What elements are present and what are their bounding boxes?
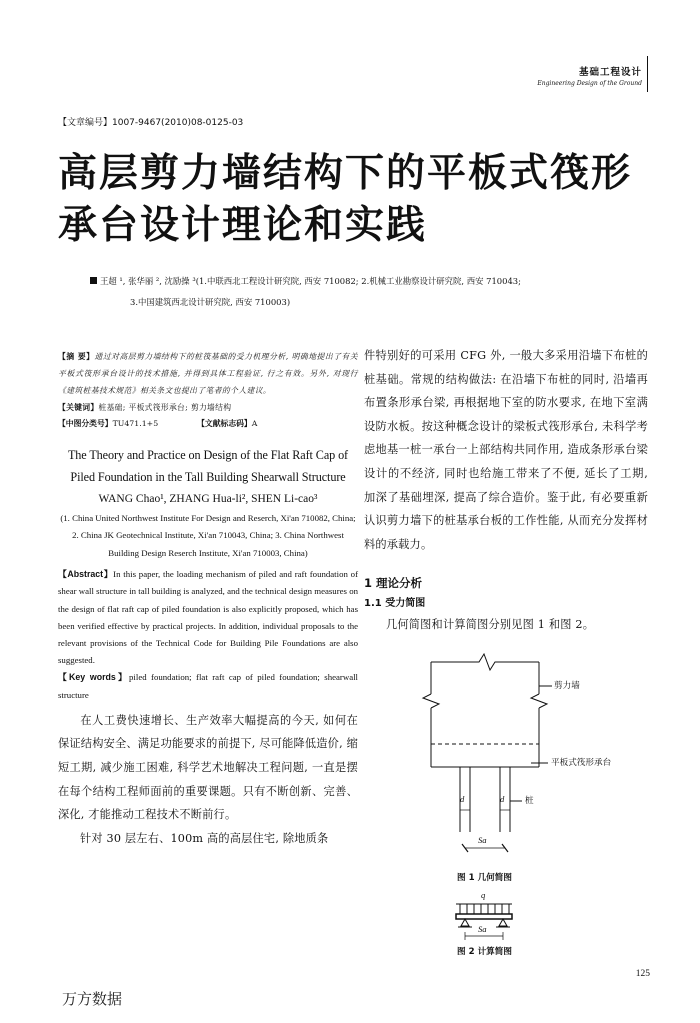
journal-name-cn: 基础工程设计 bbox=[578, 67, 642, 78]
body-paragraph-2: 针对 30 层左右、100m 高的高层住宅, 除地质条 bbox=[80, 831, 329, 845]
doc-code-label: 【文献标志码】 bbox=[197, 418, 252, 428]
calculation-diagram bbox=[364, 888, 654, 948]
english-authors: WANG Chao¹, ZHANG Hua-li², SHEN Li-cao³ bbox=[98, 492, 318, 505]
label-d-2: d bbox=[500, 794, 505, 804]
clc-label: 【中图分类号】 bbox=[58, 418, 113, 428]
right-column bbox=[364, 344, 648, 637]
body-paragraph-4: 几何简图和计算简图分别见图 1 和图 2。 bbox=[386, 618, 595, 632]
label-pile: 桩 bbox=[525, 796, 534, 806]
figure-2 bbox=[364, 888, 654, 968]
chinese-keywords bbox=[58, 400, 358, 416]
english-abstract-label: 【Abstract】 bbox=[58, 569, 114, 580]
label-shear-wall: 剪力墙 bbox=[554, 681, 580, 691]
article-number: 【文章编号】1007-9467(2010)08-0125-03 bbox=[58, 118, 244, 128]
title-line-1: 高层剪力墙结构下的平板式筏形 bbox=[58, 151, 633, 196]
left-column bbox=[58, 348, 358, 850]
author-block bbox=[90, 271, 650, 313]
label-d-1: d bbox=[460, 794, 465, 804]
authors-line-1: 王超 ¹, 张华丽 ², 沈励操 ³(1.中联西北工程设计研究院, 西安 710082; 2.机械工业勘察设计研究院, 西安 710043; bbox=[100, 276, 521, 286]
page-number: 125 bbox=[635, 969, 650, 979]
wall-right-break bbox=[531, 694, 547, 708]
keywords-label: 【关键词】 bbox=[58, 402, 99, 412]
label-raft-cap: 平板式筏形承台 bbox=[551, 758, 612, 768]
support-right bbox=[499, 919, 507, 926]
wall-left-break bbox=[423, 694, 439, 708]
section-heading-1: 1 理论分析 bbox=[364, 576, 423, 591]
doc-code-value: A bbox=[251, 418, 258, 428]
figure-1-caption: 图 1 几何简图 bbox=[457, 873, 512, 883]
body-paragraph-1: 在人工费快速增长、生产效率大幅提高的今天, 如何在保证结构安全、满足功能要求的前提下, 尽可能降低造价, 缩短工期, 减少施工困难, 科学艺术地解决工程问题, 一直是摆在每个结构工程师面前的重要课题。只有不断创新、完善、深化, 才能推动工程技术不断前行。 bbox=[58, 713, 358, 822]
beam bbox=[456, 914, 512, 919]
watermark: 万方数据 bbox=[62, 990, 123, 1008]
label-sa-fig1: Sa bbox=[478, 835, 487, 845]
header-rule bbox=[647, 56, 648, 92]
figure-2-caption: 图 2 计算简图 bbox=[457, 947, 512, 957]
clc-value: TU471.1+5 bbox=[112, 418, 159, 428]
title-line-2: 承台设计理论和实践 bbox=[58, 203, 428, 248]
abstract-text: 通过对高层剪力墙结构下的桩筏基础的受力机理分析, 明确地提出了有关平板式筏形承台设计的技术措施, 并得到具体工程验证, 行之有效。另外, 对现行《建筑桩基技术规范》相关条文也提出了笔者的个人建议。 bbox=[58, 352, 359, 396]
label-sa-fig2: Sa bbox=[478, 924, 487, 934]
classification-line bbox=[58, 416, 358, 432]
wall-top-break bbox=[431, 654, 539, 670]
chinese-abstract bbox=[58, 348, 358, 400]
support-left bbox=[461, 919, 469, 926]
author-marker-icon bbox=[90, 277, 97, 284]
english-keywords-text: piled foundation; flat raft cap of piled foundation; shearwall structure bbox=[58, 672, 358, 700]
english-abstract bbox=[58, 566, 358, 669]
english-title: The Theory and Practice on Design of the Flat Raft Cap of Piled Foundation in the Tall Building Shearwall Structure bbox=[67, 447, 349, 484]
english-abstract-text: In this paper, the loading mechanism of piled and raft foundation of shear wall structure in tall building is analyzed, and the technical design measures on the design of flat raft cap of piled foundation is also explicitly proposed, which has been verified effective by practical projects. In addition, individual proposals to the relevant provisions of the Technical Code for Building Pile Foundations are also suggested. bbox=[58, 569, 359, 666]
journal-name-en: Engineering Design of the Ground bbox=[537, 80, 642, 87]
english-keywords-label: 【Key words】 bbox=[58, 672, 130, 683]
english-keywords bbox=[58, 669, 358, 703]
authors-line-2: 3.中国建筑西北设计研究院, 西安 710003) bbox=[130, 297, 291, 307]
figure-1 bbox=[364, 652, 654, 892]
abstract-label: 【摘 要】 bbox=[58, 352, 95, 361]
page-title bbox=[58, 148, 658, 252]
running-head bbox=[537, 64, 642, 87]
body-paragraph-3: 件特别好的可采用 CFG 外, 一般大多采用沿墙下布桩的桩基础。常规的结构做法: 在沿墙下布桩的同时, 沿墙再布置条形承台梁, 再根据地下室的防水要求, 在地下室满设防水板。按这种概念设计的梁板式筏形承台, 未科学考虑地基一桩一承台一上部结构共同作用, 造成条形承台梁设计的不经济, 同时也给施工带来了不便, 延长了工期, 加深了基础埋深, 提高了综合造价。鉴于此, 有必要重新认识剪力墙下的桩基承台板的工作性能, 从而充分发挥材料的承载力。 bbox=[364, 349, 648, 551]
english-affiliations: (1. China United Northwest Institute For Design and Reserch, Xi'an 710082, China; 2. China JK Geotechnical Institute, Xi'an 710043, China; 3. China Northwest Building Design Reserch Institute, Xi'an 710003, China) bbox=[60, 512, 356, 558]
subsection-heading-1-1: 1.1 受力简图 bbox=[364, 598, 426, 610]
label-q: q bbox=[481, 890, 486, 900]
keywords-text: 桩基础; 平板式筏形承台; 剪力墙结构 bbox=[98, 402, 232, 412]
